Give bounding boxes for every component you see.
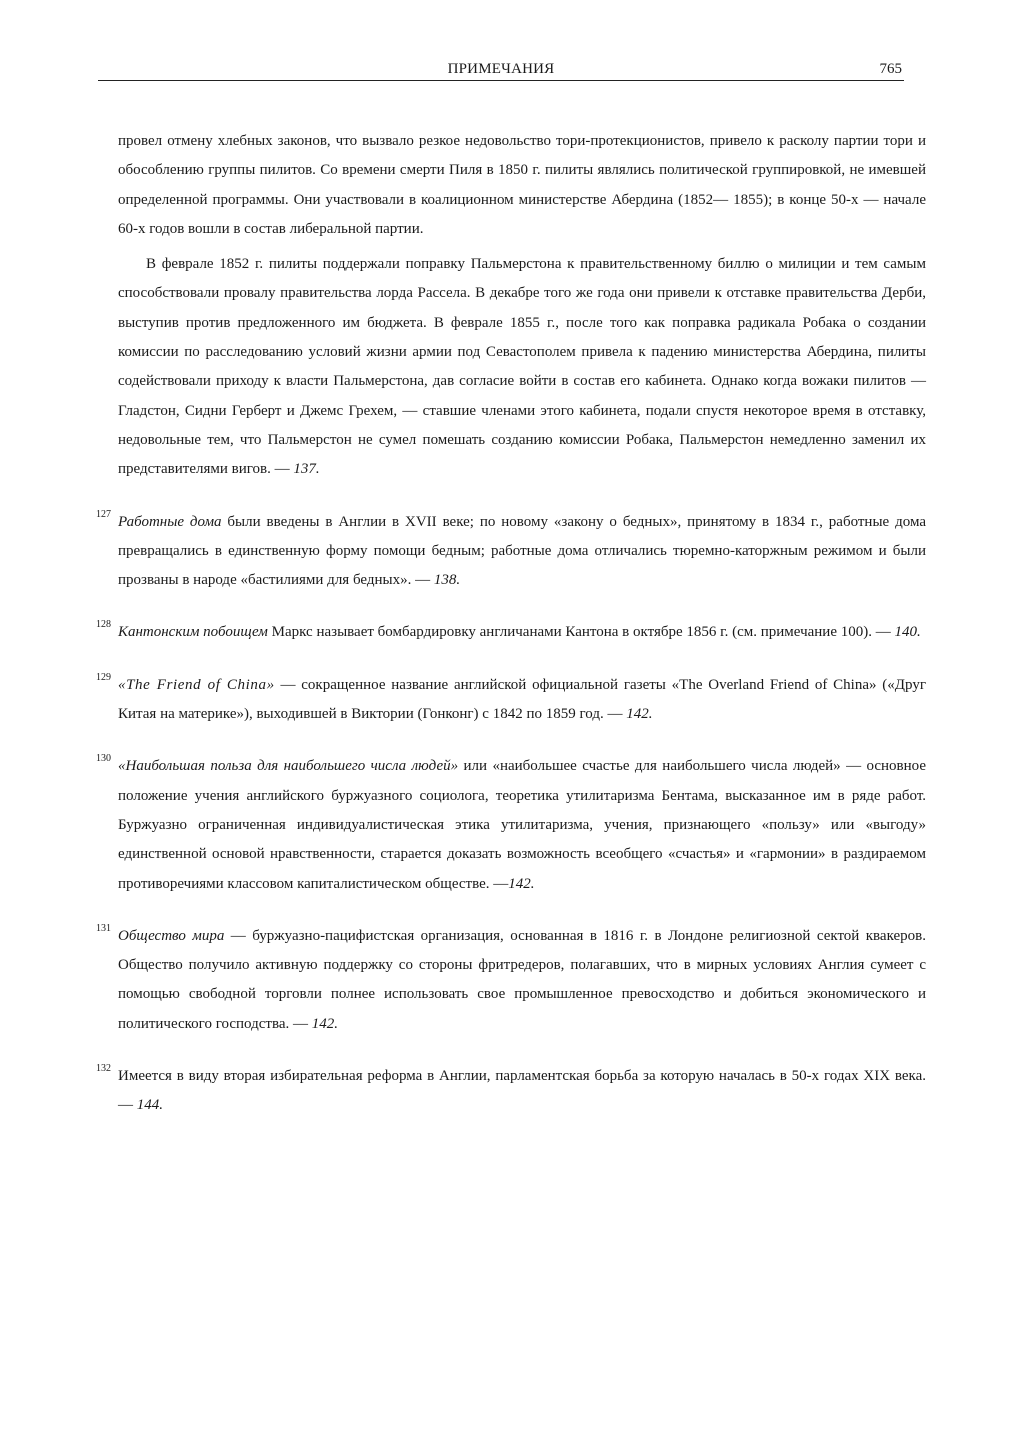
footnote-128 (96, 618, 926, 647)
footnote-term: «Наибольшая польза для наибольшего числа людей» (118, 758, 459, 775)
footnote-132 (96, 1062, 926, 1121)
footnote-130 (96, 752, 926, 898)
footnote-text: — буржуазно-пацифистская организация, основанная в 1816 г. в Лондоне религиозной сектой квакеров. Общество получило активную поддержку со стороны фритредеров, полагавших, что в мирных условиях Англия сумеет с помощью свободной торговли полнее использовать свое промышленное превосходство и добиться экономического и политического господства. — (118, 927, 926, 1032)
footnote-term: «The Friend of China» (118, 676, 275, 693)
footnote-number: 131 (96, 922, 111, 934)
page-reference: 144. (136, 1097, 163, 1114)
page-reference: 138. (433, 572, 461, 589)
footnote-text: или «наибольшее счастье для наибольшего числа людей» — основное положение учения английского буржуазного социолога, теоретика утилитаризма Бентама, высказанное им в ряде работ. Буржуазно ограниченная индивидуалистическая этика утилитаризма, учения, признающего «пользу» или «выгоду» единственной основой нравственности, старается доказать возможность всеобщего «счастья» и «гармонии» в раздираемом противоречиями классовом капиталистическом обществе. — (118, 758, 926, 892)
footnote-term: Работные дома (118, 513, 222, 530)
page-reference: 142. (311, 1015, 339, 1032)
page-number: 765 (879, 61, 902, 77)
page-reference: 137. (293, 461, 320, 478)
header-title: ПРИМЕЧАНИЯ (447, 61, 555, 77)
footnote-number: 129 (96, 671, 111, 683)
footnote-text: Маркс называет бомбардировку англичанами Кантона в октябре 1856 г. (см. примечание 100). — (267, 624, 895, 641)
footnote-number: 130 (96, 753, 111, 765)
continued-paragraph (118, 127, 926, 244)
footnote-term: Общество мира (118, 927, 225, 944)
footnote-131 (96, 922, 926, 1039)
paragraph (118, 250, 926, 484)
page-reference: 142. (626, 706, 653, 723)
running-header (98, 60, 904, 81)
footnote-129 (96, 671, 926, 730)
footnote-text: были введены в Англии в XVII веке; по новому «закону о бедных», принятому в 1834 г., работные дома превращались в единственную форму помощи бедным; работные дома отличались тюремно-каторжным режимом и были прозваны в народе «бастилиями для бедных». — (118, 513, 926, 589)
page-reference: 140. (894, 624, 921, 641)
footnote-127 (96, 508, 926, 596)
footnote-number: 132 (96, 1063, 111, 1075)
footnote-term: Кантонским побоищем (118, 624, 268, 641)
footnote-number: 127 (96, 508, 111, 520)
footnote-number: 128 (96, 619, 111, 631)
footnote-text: Имеется в виду вторая избирательная реформа в Англии, парламентская борьба за которую началась в 50-х годах XIX века. — (118, 1068, 926, 1114)
paragraph-text: провел отмену хлебных законов, что вызвало резкое недовольство тори-протекционистов, привело к расколу партии тори и обособлению группы пилитов. Со времени смерти Пиля в 1850 г. пилиты являлись политической группировкой, не имевшей определенной программы. Они участвовали в коалиционном министерстве Абердина (1852— 1855); в конце 50-х — начале 60-х годов вошли в состав либеральной партии. (118, 133, 926, 237)
page-reference: 142. (508, 875, 535, 892)
paragraph-text: В феврале 1852 г. пилиты поддержали поправку Пальмерстона к правительственному биллю о милиции и тем самым способствовали провалу правительства лорда Рассела. В декабре того же года они привели к отставке правительства Дерби, выступив против предложенного им бюджета. В феврале 1855 г., после того как поправка радикала Робака о создании комиссии по расследованию условий жизни армии под Севастополем привела к падению министерства Абердина, пилиты содействовали приходу к власти Пальмерстона, дав согласие войти в состав его кабинета. Однако когда вожаки пилитов — Гладстон, Сидни Герберт и Джемс Грехем, — ставшие членами этого кабинета, подали спустя некоторое время в отставку, недовольные тем, что Пальмерстон не сумел помешать созданию комиссии Робака, Пальмерстон немедленно заменил их представителями вигов. — (118, 256, 926, 478)
notes-body (96, 127, 926, 1121)
footnote-text: — сокращенное название английской официальной газеты «The Overland Friend of China» («Друг Китая на материке»), выходившей в Виктории (Гонконг) с 1842 по 1859 год. — (118, 676, 926, 723)
